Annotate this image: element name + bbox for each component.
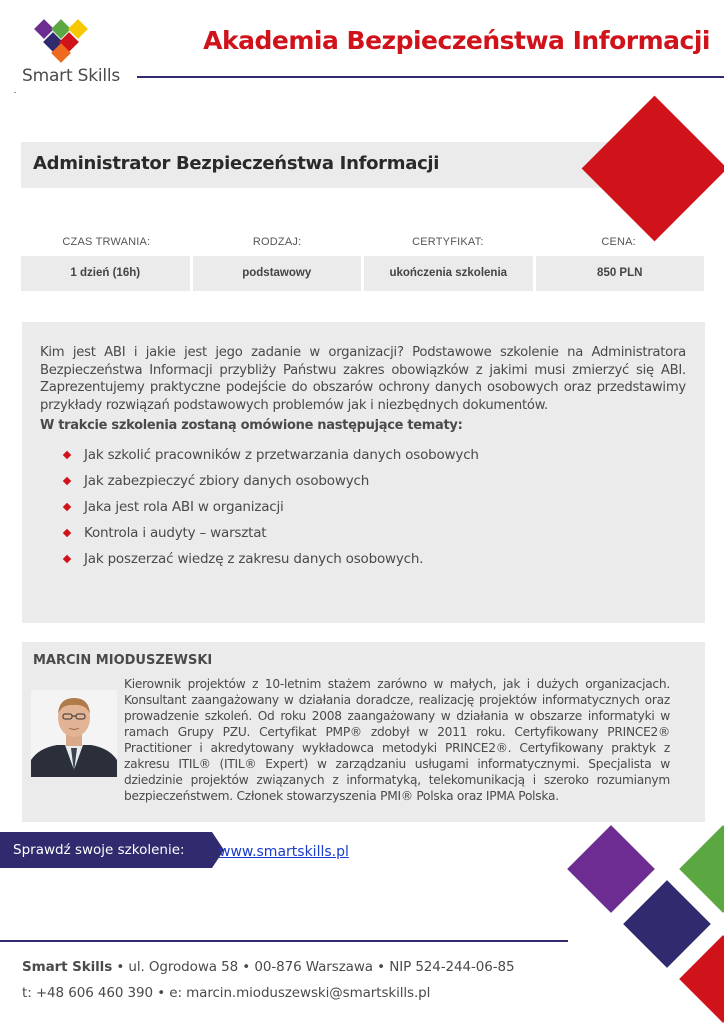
info-value-certificate: ukończenia szkolenia <box>364 256 533 291</box>
navy-diamond-decoration <box>623 880 711 968</box>
check-training-banner <box>0 832 212 868</box>
info-header-type: RODZAJ: <box>252 236 302 248</box>
topic-text: Jaka jest rola ABI w organizacji <box>84 499 284 515</box>
header-divider <box>137 76 724 78</box>
diamond-bullet-icon <box>63 529 71 537</box>
topic-item <box>62 442 686 468</box>
diamond-bullet-icon <box>63 555 71 563</box>
diamond-bullet-icon <box>63 477 71 485</box>
tiny-mark <box>14 92 16 93</box>
footer-address-line <box>22 959 515 975</box>
course-title-band <box>21 142 661 188</box>
info-values <box>21 256 704 291</box>
check-training-label: Sprawdź swoje szkolenie: <box>13 842 185 858</box>
purple-diamond-decoration <box>567 825 655 913</box>
topic-item <box>62 546 686 572</box>
footer <box>22 959 515 1001</box>
info-header-certificate: CERTYFIKAT: <box>412 236 484 248</box>
info-header-price: CENA: <box>601 236 636 248</box>
topic-item <box>62 468 686 494</box>
topic-item <box>62 494 686 520</box>
footer-company: Smart Skills <box>22 959 113 975</box>
logo-text: Smart Skills <box>22 66 121 86</box>
smart-skills-logo <box>18 16 128 96</box>
info-headers <box>21 236 704 254</box>
topics-heading: W trakcie szkolenia zostaną omówione następujące tematy: <box>40 418 463 433</box>
topic-text: Jak szkolić pracowników z przetwarzania danych osobowych <box>84 447 479 463</box>
info-value-duration: 1 dzień (16h) <box>21 256 190 291</box>
topic-text: Kontrola i audyty – warsztat <box>84 525 267 541</box>
course-info-table <box>21 236 704 291</box>
website-link[interactable]: www.smartskills.pl <box>219 844 349 860</box>
topic-text: Jak poszerzać wiedzę z zakresu danych osobowych. <box>84 551 424 567</box>
footer-divider <box>0 940 568 942</box>
trainer-name: MARCIN MIODUSZEWSKI <box>33 653 213 668</box>
topics-list <box>62 442 686 572</box>
info-value-type: podstawowy <box>193 256 362 291</box>
trainer-photo <box>31 690 117 777</box>
course-title: Administrator Bezpieczeństwa Informacji <box>33 153 440 174</box>
trainer-portrait-icon <box>31 690 117 777</box>
diamond-bullet-icon <box>63 451 71 459</box>
footer-contact: t: +48 606 460 390 • e: marcin.mioduszewski@smartskills.pl <box>22 985 431 1001</box>
trainer-bio: Kierownik projektów z 10-letnim stażem zarówno w małych, jak i dużych organizacjach. Konsultant zaangażowany w działania doradcze, realizację projektów informatycznych oraz prowadzenie szkoleń. Od roku 2008 zaangażowany w działania w obszarze informatyki w ramach Grupy PZU. Certyfikat PMP® zdobył w 2011 roku. Certyfikowany PRINCE2® Practitioner i akredytowany wykładowca metodyki PRINCE2®. Certyfikowany praktyk z zakresu ITIL® (ITIL® Expert) w zarządzaniu usługami informatycznymi. Specjalista w dziedzinie projektów związanych z informatyką, telekomunikacją i szeroko rozumianym bezpieczeństwem. Członek stowarzyszenia PMI® Polska oraz IPMA Polska. <box>124 677 670 803</box>
topic-text: Jak zabezpieczyć zbiory danych osobowych <box>84 473 370 489</box>
info-header-duration: CZAS TRWANIA: <box>62 236 151 248</box>
info-value-price: 850 PLN <box>536 256 705 291</box>
description-intro: Kim jest ABI i jakie jest jego zadanie w organizacji? Podstawowe szkolenie na Administratora Bezpieczeństwa Informacji przybliży Państwu zakres obowiązków z jakimi musi zmierzyć się ABI. Zaprezentujemy praktyczne podejście do obszarów ochrony danych osobowych oraz przedstawimy przykłady rozwiązań podstawowych problemów jak i niezbędnych dokumentów. <box>40 345 686 413</box>
red-diamond-decoration <box>582 96 724 242</box>
header-title: Akademia Bezpieczeństwa Informacji <box>203 26 710 55</box>
footer-address: • ul. Ogrodowa 58 • 00-876 Warszawa • NIP 524-244-06-85 <box>112 959 515 975</box>
trainer-section <box>22 642 705 822</box>
diamond-bullet-icon <box>63 503 71 511</box>
topic-item <box>62 520 686 546</box>
course-description <box>22 322 705 623</box>
